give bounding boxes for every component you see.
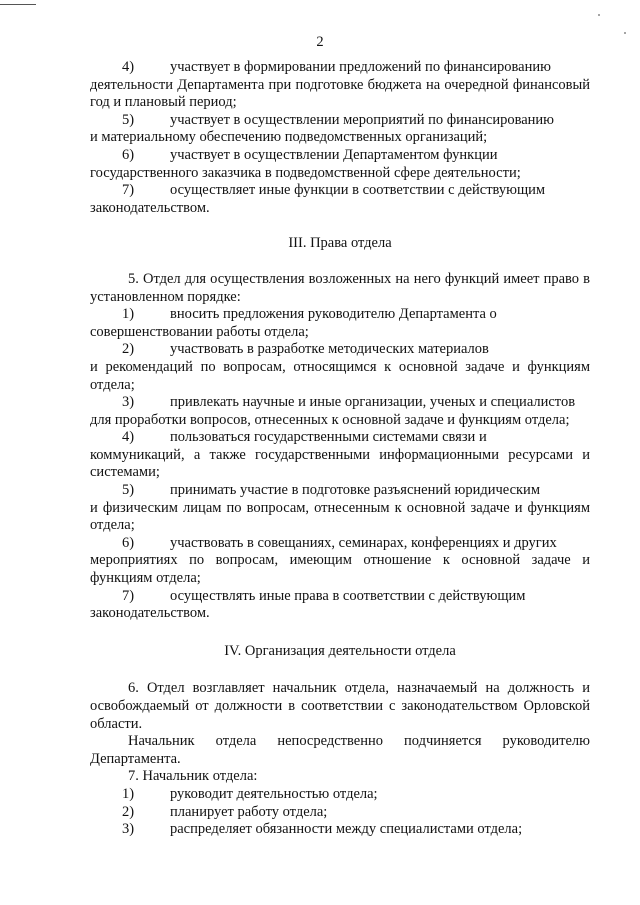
item-lead: принимать участие в подготовке разъяснений юридическим <box>170 482 540 499</box>
item-rest: деятельности Департамента при подготовке бюджета на очередной финансовый год и плановый период; <box>90 76 590 111</box>
right-item-7 <box>90 588 590 623</box>
section-heading-organization: IV. Организация деятельности отдела <box>224 642 456 659</box>
item-number: 4) <box>122 429 135 446</box>
item-rest: для проработки вопросов, отнесенных к основной задаче и функциям отдела; <box>90 411 570 428</box>
item-lead: вносить предложения руководителю Департамента о <box>170 306 497 323</box>
item-lead: участвует в осуществлении Департаментом функции <box>170 146 498 163</box>
item-rest: законодательством. <box>90 605 210 622</box>
item-text: планирует работу отдела; <box>170 803 328 820</box>
function-item-7 <box>90 182 590 217</box>
paragraph-head-subordination: Начальник отдела непосредственно подчиняется руководителю Департамента. <box>90 733 590 767</box>
item-lead: осуществляет иные функции в соответствии с действующим <box>170 182 546 199</box>
item-lead: пользоваться государственными системами связи и <box>170 429 487 446</box>
item-lead: осуществлять иные права в соответствии с действующим <box>170 587 526 604</box>
item-number: 2) <box>122 341 135 358</box>
item-text: распределяет обязанности между специалистами отдела; <box>170 821 523 838</box>
item-number: 6) <box>122 146 135 163</box>
item-number: 3) <box>122 821 135 838</box>
item-number: 4) <box>122 59 135 75</box>
item-rest: и рекомендаций по вопросам, относящимся к основной задаче и функциям отдела; <box>90 358 590 393</box>
item-lead: участвовать в разработке методических материалов <box>170 341 489 358</box>
item-number: 2) <box>122 803 135 820</box>
item-lead: участвовать в совещаниях, семинарах, конференциях и других <box>170 534 557 551</box>
item-number: 7) <box>122 587 135 604</box>
function-item-5 <box>90 112 590 147</box>
item-rest: мероприятиях по вопросам, имеющим отношение к основной задаче и функциям отдела; <box>90 552 590 587</box>
item-rest: совершенствовании работы отдела; <box>90 323 309 340</box>
item-rest: и материальному обеспечению подведомственных организаций; <box>90 129 488 146</box>
right-item-1 <box>90 306 590 341</box>
paragraph-6: 6. Отдел возглавляет начальник отдела, назначаемый на должность и освобождаемый от должности в соответствии с законодательством Орловской области. <box>90 680 590 732</box>
page-number: 2 <box>316 34 324 50</box>
duty-item-2 <box>90 804 590 822</box>
section-intro-rights: 5. Отдел для осуществления возложенных на него функций имеет право в установленном порядке: <box>90 270 590 305</box>
item-number: 6) <box>122 534 135 551</box>
right-item-5 <box>90 482 590 535</box>
item-text: руководит деятельностью отдела; <box>170 785 378 802</box>
item-number: 5) <box>122 482 135 499</box>
duty-item-1 <box>90 786 590 804</box>
item-lead: участвует в осуществлении мероприятий по финансированию <box>170 111 555 128</box>
item-number: 3) <box>122 394 135 411</box>
item-lead: привлекать научные и иные организации, ученых и специалистов <box>170 394 576 411</box>
function-item-6 <box>90 147 590 182</box>
scan-artifact-dot <box>598 14 600 16</box>
scan-artifact-line <box>0 4 36 5</box>
function-item-4 <box>90 59 590 112</box>
item-rest: государственного заказчика в подведомственной сфере деятельности; <box>90 164 521 181</box>
item-number: 5) <box>122 111 135 128</box>
duty-item-3 <box>90 821 590 839</box>
right-item-3 <box>90 394 590 429</box>
paragraph-7: 7. Начальник отдела: <box>128 768 258 785</box>
document-body <box>90 59 590 839</box>
item-rest: и физическим лицам по вопросам, отнесенным к основной задаче и функциям отдела; <box>90 499 590 534</box>
section-heading-rights: III. Права отдела <box>288 235 392 252</box>
right-item-2 <box>90 341 590 394</box>
item-lead: участвует в формировании предложений по финансированию <box>170 59 551 75</box>
item-rest: коммуникаций, а также государственными информационными ресурсами и системами; <box>90 446 590 481</box>
right-item-6 <box>90 535 590 588</box>
item-number: 1) <box>122 785 135 802</box>
item-rest: законодательством. <box>90 199 210 216</box>
item-number: 1) <box>122 306 135 323</box>
item-number: 7) <box>122 182 135 199</box>
right-item-4 <box>90 429 590 482</box>
